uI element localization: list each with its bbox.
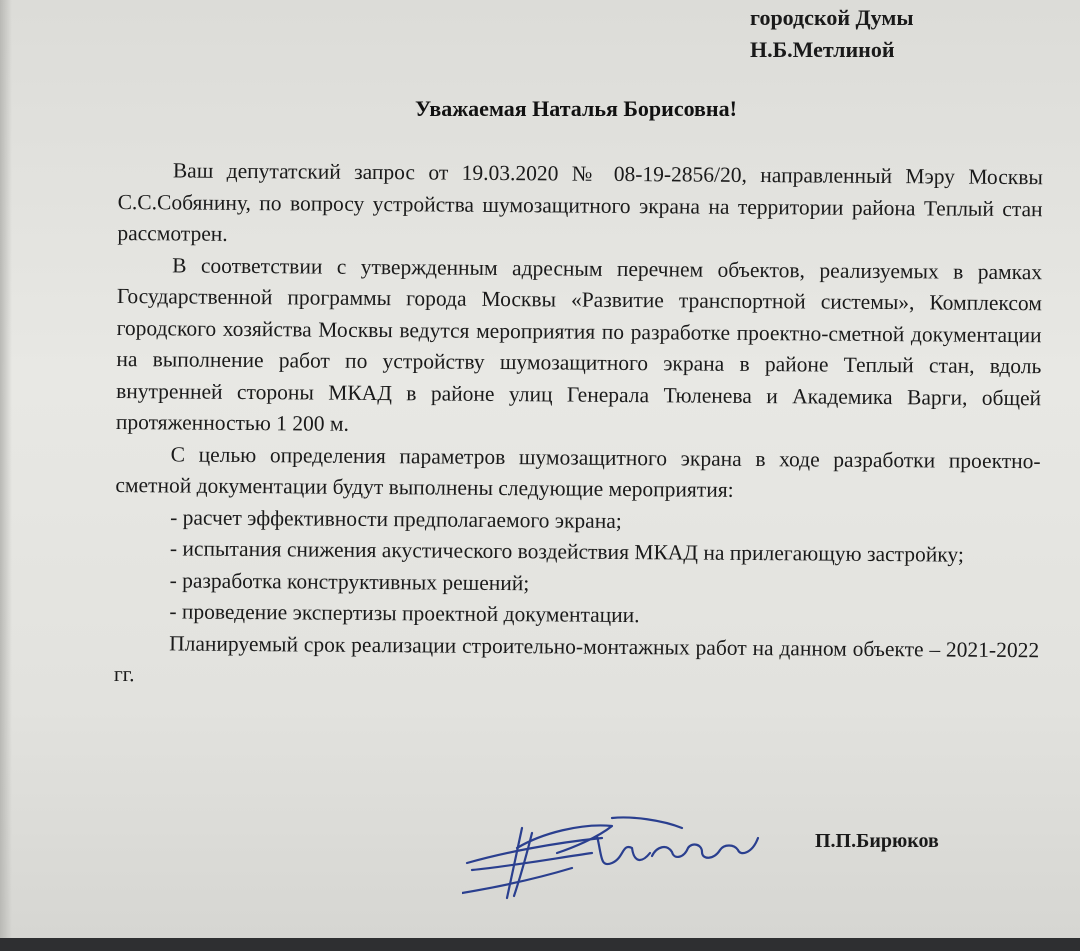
paragraph-program: В соответствии с утвержденным адресным перечнем объектов, реализуемых в рамках Государственной программы города Москвы «Развитие транспортной системы», Комплексом городского хозяйства Москвы ведутся мероприятия по разработке проектно-сметной документации на выполнение работ по устройству шумозащитного экрана в районе Теплый стан, вдоль внутренней стороны МКАД в районе улиц Генерала Тюленева и Академика Варги, общей протяженностью 1 200 м. — [115, 252, 1043, 436]
list-item: - проведение экспертизы проектной документации. — [169, 599, 640, 628]
list-item: - испытания снижения акустического воздействия МКАД на прилегающую застройку; — [169, 536, 964, 567]
handwritten-signature — [462, 808, 762, 908]
paragraph-purpose: С целью определения параметров шумозащитного экрана в ходе разработки проектно-сметной документации будут выполнены следующие мероприятия: — [115, 441, 1041, 502]
salutation: Уважаемая Наталья Борисовна! — [415, 96, 737, 121]
letter-body — [114, 155, 1043, 698]
list-item: - разработка конструктивных решений; — [169, 567, 530, 595]
screen-bezel — [0, 938, 1080, 951]
paragraph-request: Ваш депутатский запрос от 19.03.2020 № 08-19-2856/20, направленный Мэру Москвы С.С.Собянину, по вопросу устройства шумозащитного экрана на территории района Теплый стан рассмотрен. — [117, 158, 1043, 246]
list-item: - расчет эффективности предполагаемого экрана; — [170, 504, 622, 533]
addressee-block — [750, 2, 914, 66]
addressee-line-2: Н.Б.Метлиной — [750, 37, 895, 62]
addressee-line-1: городской Думы — [750, 5, 914, 30]
page-edge-shadow — [0, 0, 12, 940]
paragraph-closing: Планируемый срок реализации строительно-монтажных работ на данном объекте – 2021-2022 гг. — [113, 630, 1040, 687]
signer-name: П.П.Бирюков — [815, 830, 939, 852]
